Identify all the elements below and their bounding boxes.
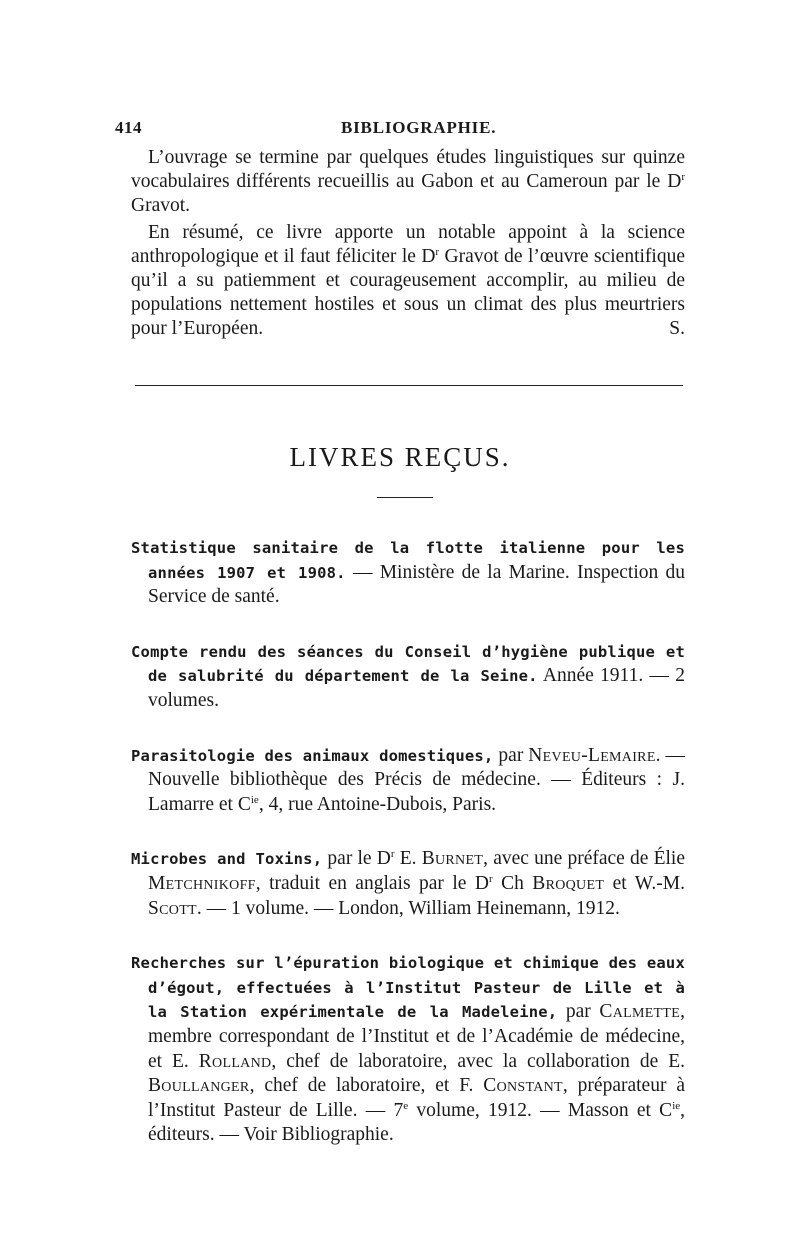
book-entry: Parasitologie des animaux domestiques, par Neveu-Lemaire. — Nouvelle bibliothèque des Précis de médecine. — Éditeurs : J. Lamarre et $C^{ie}$, 4, rue Antoine-Dubois, Paris. xyxy=(131,744,686,815)
author-name: Scott xyxy=(148,897,197,919)
book-title: Statistique sanitaire de la flotte italienne pour les années 1907 et 1908. xyxy=(131,539,685,582)
book-title: Microbes and Toxins, xyxy=(131,850,323,869)
author-name: Rolland xyxy=(198,1050,272,1072)
book-entry: Statistique sanitaire de la flotte italienne pour les années 1907 et 1908. — Ministère de la Marine. Inspection du Service de santé. xyxy=(131,539,685,608)
author-name: Neveu-Lemaire xyxy=(528,744,656,766)
title-underline xyxy=(377,497,433,498)
author-name: Broquet xyxy=(532,872,605,894)
author-name: Boullanger xyxy=(148,1075,250,1097)
author-name: Calmette xyxy=(599,1001,681,1023)
review-conclusion xyxy=(131,146,685,342)
books-received-list xyxy=(131,536,685,1178)
book-title: Parasitologie des animaux domestiques, xyxy=(131,746,494,765)
section-divider xyxy=(135,385,683,386)
book-title: Recherches sur l’épuration biologique et chimique des eaux d’égout, effectuées à l’Institut Pasteur de Lille et à la Station expérimentale de la Madeleine, xyxy=(131,954,685,1022)
review-paragraph-1: L’ouvrage se termine par quelques études linguistiques sur quinze vocabulaires différents recueillis au Gabon et au Cameroun par le $D^r$ Gravot. xyxy=(131,147,685,217)
book-entry: Compte rendu des séances du Conseil d’hygiène publique et de salubrité du département de la Seine. Année 1911. — 2 volumes. xyxy=(131,642,685,711)
running-head xyxy=(115,116,685,140)
review-signature: S. xyxy=(669,318,685,340)
book-entry: Microbes and Toxins, par le $D^r$ E. Burnet, avec une préface de Élie Metchnikoff, traduit en anglais par le $D^r$ Ch Broquet et W.-M. Scott. — 1 volume. — London, William Heinemann, 1912. xyxy=(131,848,686,919)
author-name: Burnet xyxy=(421,848,484,870)
book-entry: Recherches sur l’épuration biologique et chimique des eaux d’égout, effectuées à l’Institut Pasteur de Lille et à la Station expérimentale de la Madeleine, par Calmette, membre correspondant de l’Institut et de l’Académie de médecine, et E. Rolland, chef de laboratoire, avec la collaboration de E. Boullanger, chef de laboratoire, et F. Constant, préparateur à l’Institut Pasteur de Lille. — 7e volume, 1912. — Masson et $C^{ie}$, éditeurs. — Voir Bibliographie. xyxy=(131,954,686,1146)
running-title: BIBLIOGRAPHIE. xyxy=(341,118,497,137)
section-title: LIVRES REÇUS. xyxy=(289,442,511,472)
book-title: Compte rendu des séances du Conseil d’hygiène publique et de salubrité du département de la Seine. xyxy=(131,642,685,686)
page-number: 414 xyxy=(115,118,142,137)
author-name: Constant xyxy=(483,1075,563,1097)
review-paragraph-2: En résumé, ce livre apporte un notable appoint à la science anthropologique et il faut féliciter le $D^r$ Gravot de l’œuvre scientifique qu’il a su patiemment et courageusement accomplir, au milieu de populations nettement hostiles et sous un climat des plus meurtriers pour l’Européen. S. xyxy=(131,221,685,342)
author-name: Metchnikoff xyxy=(148,872,256,894)
